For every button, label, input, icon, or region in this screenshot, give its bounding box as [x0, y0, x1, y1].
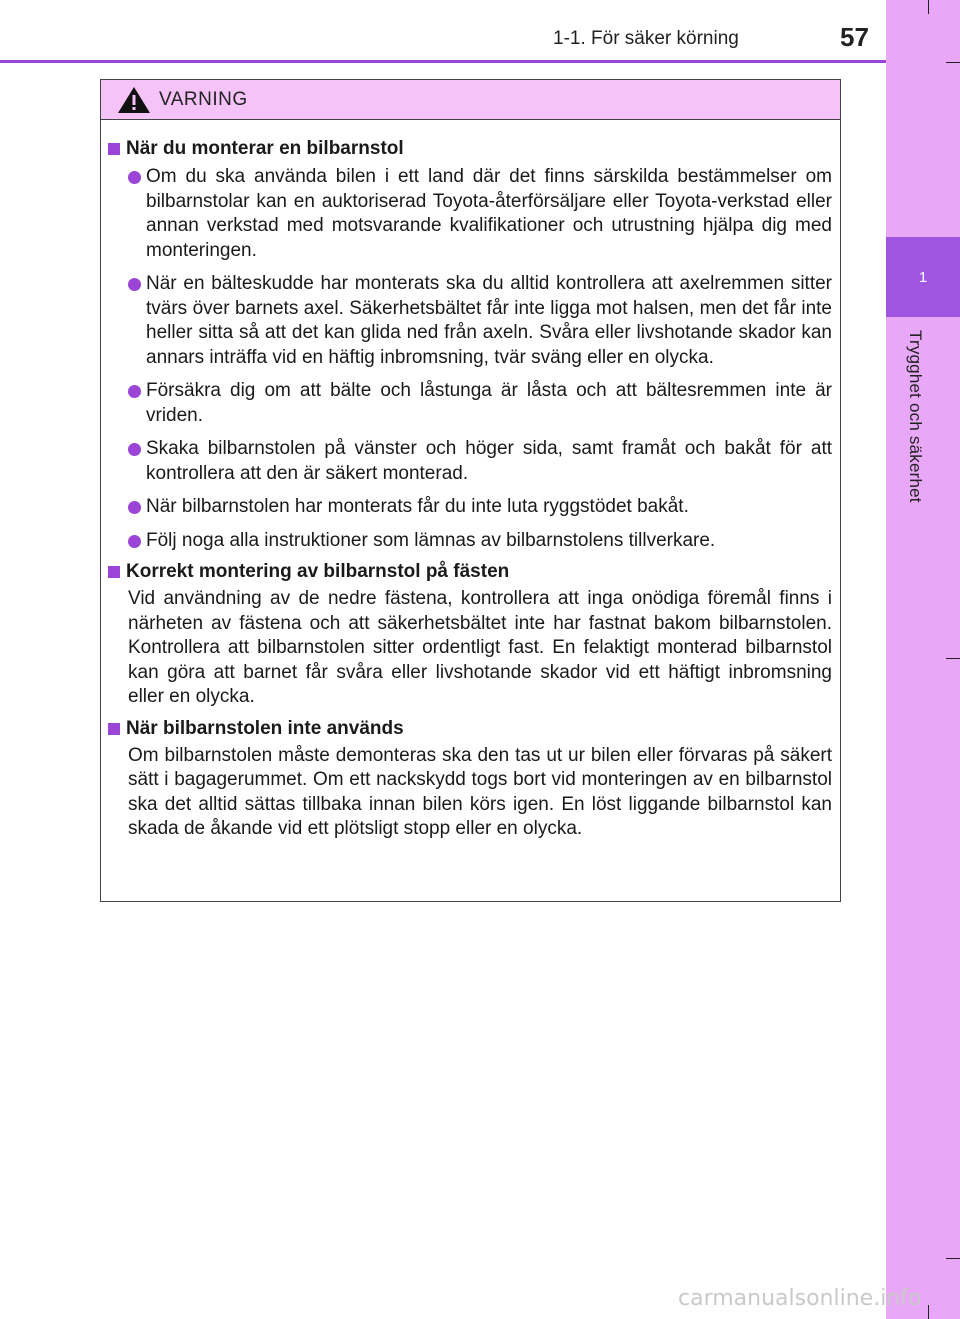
- list-item: [108, 529, 832, 554]
- square-bullet-icon: [108, 723, 120, 735]
- crop-mark: [928, 0, 929, 14]
- page-number: 57: [840, 22, 869, 52]
- list-item-text: När bilbarnstolen har monterats får du inte luta ryggstödet bakåt.: [146, 496, 689, 517]
- list-item: [108, 379, 832, 428]
- section-heading: [108, 136, 832, 162]
- list-item-text: Om du ska använda bilen i ett land där det finns särskilda bestämmelser om bilbarnstolar kan en auktoriserad Toyota-återförsäljare eller Toyota-verkstad eller annan verkstad med motsvarande kvalifikationer och utrustning hjälpa dig med monteringen.: [146, 166, 832, 261]
- round-bullet-icon: [128, 171, 141, 184]
- crop-mark: [946, 658, 960, 659]
- list-item-text: Skaka bilbarnstolen på vänster och höger sida, samt framåt och bakåt för att kontrollera att den är säkert monterad.: [146, 438, 832, 484]
- round-bullet-icon: [128, 443, 141, 456]
- warning-content: [108, 136, 832, 842]
- crop-mark: [928, 1305, 929, 1319]
- chapter-label: Trygghet och säkerhet: [906, 330, 925, 503]
- header-rule: [0, 60, 886, 63]
- list-item-text: Försäkra dig om att bälte och låstunga är låsta och att bältesremmen inte är vriden.: [146, 380, 832, 426]
- warning-triangle-icon: [117, 86, 151, 114]
- square-bullet-icon: [108, 566, 120, 578]
- warning-box: [100, 79, 841, 902]
- section-paragraph: Om bilbarnstolen måste demonteras ska den tas ut ur bilen eller förvaras på säkert sätt i bagagerummet. Om ett nackskydd togs bort vid monteringen av en bilbarnstol ska det alltid sättas tillbaka innan bilen körs igen. En löst liggande bilbarnstol kan skada de åkande vid ett plötsligt stopp eller en olycka.: [128, 744, 832, 839]
- section-paragraph: Vid användning av de nedre fästena, kontrollera att inga onödiga föremål finns i närheten av fästena och att säkerhetsbältet inte har fastnat bakom bilbarnstolen. Kontrollera att bilbarnstolen sitter ordentligt fast. En felaktigt monterad bilbarnstol kan göra att barnet får svåra eller livshotande skador vid ett häftigt inbromsning eller en olycka.: [128, 588, 832, 707]
- list-item: [108, 165, 832, 263]
- round-bullet-icon: [128, 278, 141, 291]
- round-bullet-icon: [128, 535, 141, 548]
- list-item-text: Följ noga alla instruktioner som lämnas av bilbarnstolens tillverkare.: [146, 529, 716, 551]
- section-heading-text: Korrekt montering av bilbarnstol på fästen: [126, 561, 510, 582]
- crop-mark: [946, 1258, 960, 1259]
- warning-title: VARNING: [159, 89, 248, 110]
- round-bullet-icon: [128, 385, 141, 398]
- side-tab-strip: [886, 0, 960, 1319]
- list-item: [108, 272, 832, 370]
- list-item-text: När en bälteskudde har monterats ska du alltid kontrollera att axelremmen sitter tvärs över barnets axel. Säkerhetsbältet får inte ligga mot halsen, men det får inte heller sitta så att det kan glida ned från axeln. Svåra eller livshotande skador kan annars inträffa vid en häftig inbromsning, tvär sväng eller en olycka.: [146, 273, 832, 368]
- chapter-number: 1: [918, 268, 928, 286]
- list-item: [108, 495, 832, 520]
- chapter-tab[interactable]: [886, 237, 960, 317]
- footer-watermark[interactable]: carmanualsonline.info: [678, 1286, 922, 1311]
- section-heading-text: När bilbarnstolen inte används: [126, 717, 404, 739]
- round-bullet-icon: [128, 501, 141, 514]
- section-heading: [108, 716, 832, 742]
- list-item: [108, 437, 832, 486]
- warning-header: [101, 80, 840, 120]
- section-heading: [108, 559, 832, 585]
- section-heading-text: När du monterar en bilbarnstol: [126, 138, 404, 159]
- section-title: 1-1. För säker körning: [553, 28, 739, 49]
- crop-mark: [946, 62, 960, 63]
- square-bullet-icon: [108, 143, 120, 155]
